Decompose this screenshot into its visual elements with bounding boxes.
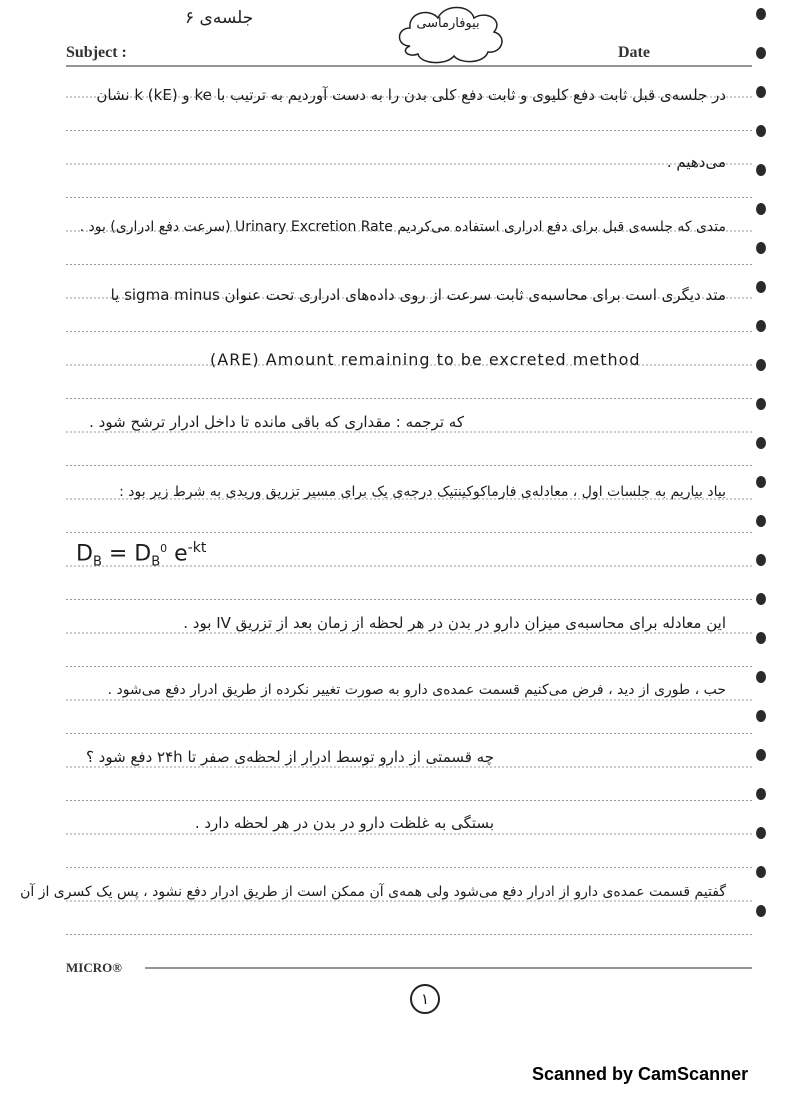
text-line: (ARE) Amount remaining to be excreted method — [210, 350, 641, 369]
text-line: در جلسه‌ی قبل ثابت دفع کلیوی و ثابت دفع کلی بدن را به دست آوردیم به ترتیب با ke و (kE) k نشان — [96, 86, 726, 104]
binding-hole — [756, 359, 766, 371]
binding-hole — [756, 281, 766, 293]
binding-hole — [756, 827, 766, 839]
binding-hole — [756, 437, 766, 449]
equation: $D_B = D_B^0$ $e^{-kt}$ — [76, 540, 207, 570]
binding-hole — [756, 320, 766, 332]
binding-hole — [756, 671, 766, 683]
text-line: گفتیم قسمت عمده‌ی دارو از ادرار دفع می‌شود ولی همه‌ی آن ممکن است از طریق ادرار دفع نشود ، پس یک کسری از آن — [20, 884, 726, 900]
binding-hole — [756, 125, 766, 137]
binding-hole — [756, 905, 766, 917]
binding-hole — [756, 86, 766, 98]
binding-hole — [756, 788, 766, 800]
binding-hole — [756, 242, 766, 254]
text-line: چه قسمتی از دارو توسط ادرار از لحظه‌ی صفر تا ۲۴h دفع شود ؟ — [85, 748, 494, 766]
binding-hole — [756, 866, 766, 878]
subject-label: Subject : — [66, 44, 127, 61]
text-line: متدی که جلسه‌ی قبل برای دفع ادراری استفاده می‌کردیم Urinary Excretion Rate (سرعت دفع ادراری) بود . — [79, 219, 726, 235]
cloud-title: بیوفارماسی — [416, 16, 480, 31]
binding-hole — [756, 164, 766, 176]
brand-logo: MICRO® — [66, 960, 122, 975]
session-title: جلسه‌ی ۶ — [185, 8, 254, 28]
date-label: Date — [618, 44, 650, 61]
binding-hole — [756, 554, 766, 566]
text-line: که ترجمه : مقداری که باقی مانده تا داخل ادرار ترشح شود . — [89, 413, 464, 431]
scanner-watermark: Scanned by CamScanner — [532, 1064, 749, 1084]
text-line: این معادله برای محاسبه‌ی میزان دارو در بدن در هر لحظه از زمان بعد از تزریق IV بود . — [183, 614, 726, 632]
page-number: ١ — [410, 984, 440, 1014]
binding-hole — [756, 632, 766, 644]
binding-hole — [756, 710, 766, 722]
binding-hole — [756, 476, 766, 488]
binding-hole — [756, 749, 766, 761]
text-line: متد دیگری است برای محاسبه‌ی ثابت سرعت از روی داده‌های ادراری تحت عنوان sigma minus یا — [110, 286, 726, 304]
text-line: بیاد بیاریم به جلسات اول ، معادله‌ی فارماکوکینتیک درجه‌ی یک برای مسیر تزریق وریدی به شرط زیر بود : — [119, 484, 726, 500]
cloud-shape — [390, 2, 510, 66]
binding-hole — [756, 47, 766, 59]
binding-hole — [756, 593, 766, 605]
text-line: حب ، طوری از دید ، فرض می‌کنیم قسمت عمده‌ی دارو به صورت تغییر نکرده از طریق ادرار دفع می‌شود . — [107, 682, 726, 698]
binding-hole — [756, 203, 766, 215]
text-line: بستگی به غلظت دارو در بدن در هر لحظه دارد . — [194, 814, 494, 832]
binding-hole — [756, 8, 766, 20]
binding-hole — [756, 515, 766, 527]
text-line: می‌دهیم . — [666, 153, 726, 171]
binding-hole — [756, 398, 766, 410]
spiral-binding — [748, 0, 778, 940]
